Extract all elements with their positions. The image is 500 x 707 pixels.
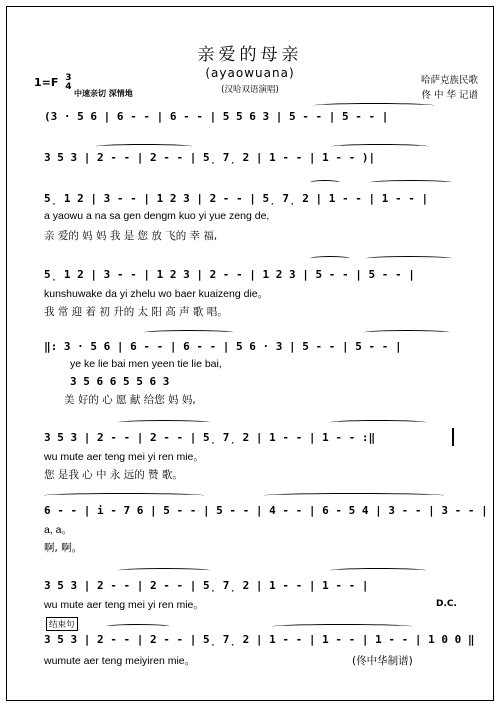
tie-mark — [330, 420, 426, 425]
score-row-9-notes: 3 5 3 | 2 - - | 2 - - | 5̣ 7̣ 2 | 1 - - | 1 - - | 1 - - | 1 0 0 ‖ — [44, 633, 475, 646]
score-row-8-lyric: wu mute aer teng mei yi ren mie。 — [44, 599, 204, 611]
score-row-3-chinese: 亲 爱的 妈 妈 我 是 您 放 飞的 幸 福, — [44, 230, 218, 242]
score-row-9-lyric: wumute aer teng meiyiren mie。 — [44, 655, 196, 667]
key-label: 1=F — [34, 76, 59, 89]
credit-origin: 哈萨克族民歌 — [420, 75, 478, 86]
score-row-6-chinese: 您 是我 心 中 永 远的 赞 歌。 — [44, 469, 183, 481]
key-signature — [34, 74, 72, 92]
tie-mark — [118, 568, 210, 573]
score-row-5-notes: ‖: 3 · 5 6 | 6 - - | 6 - - | 5 6 · 3 | 5 - - | 5 - - | — [44, 340, 402, 353]
tie-mark — [370, 180, 452, 185]
song-subtitle: (ayaowuana) — [205, 66, 295, 80]
score-row-4-notes: 5̣ 1 2 | 3 - - | 1 2 3 | 2 - - | 1 2 3 | 5 - - | 5 - - | — [44, 268, 415, 281]
tie-mark — [272, 624, 412, 629]
score-row-9-credit: (佟中华制谱) — [352, 655, 413, 667]
slur-mark — [264, 493, 444, 498]
score-row-7-notes: 6 - - | i - 7 6 | 5 - - | 5 - - | 4 - - | 6 - 5 4 | 3 - - | 3 - - | — [44, 504, 488, 517]
tie-mark — [118, 420, 210, 425]
final-barline — [452, 428, 454, 446]
credit-transcriber: 佟 中 华 记谱 — [421, 90, 478, 101]
tie-mark — [332, 144, 428, 149]
performance-note: (汉哈双语演唱) — [221, 85, 279, 95]
score-row-2-notes: 3 5 3 | 2 - - | 2 - - | 5̣ 7̣ 2 | 1 - - | 1 - - )| — [44, 151, 376, 164]
song-title: 亲爱的母亲 — [197, 45, 303, 65]
tie-mark — [364, 330, 450, 335]
slur-mark — [310, 256, 350, 261]
score-row-7-chinese: 啊, 啊。 — [44, 542, 83, 554]
tie-mark — [366, 256, 452, 261]
score-row-8-notes: 3 5 3 | 2 - - | 2 - - | 5̣ 7̣ 2 | 1 - - | 1 - - | — [44, 579, 369, 592]
time-signature — [65, 74, 71, 92]
score-row-5-alt-notes: 3 5 6 6 5 5 6 3 — [70, 375, 170, 388]
time-numerator: 3 — [65, 73, 72, 83]
score-row-3-notes: 5̣ 1 2 | 3 - - | 1 2 3 | 2 - - | 5̣ 7̣ 2 | 1 - - | 1 - - | — [44, 192, 429, 205]
tie-mark — [106, 624, 170, 629]
score-row-1-notes: (3 · 5 6 | 6 - - | 6 - - | 5 5 6 3 | 5 - - | 5 - - | — [44, 110, 389, 123]
score-row-7-lyric: a, a。 — [44, 524, 73, 536]
slur-mark — [310, 180, 340, 185]
slur-mark — [44, 493, 204, 498]
tie-mark — [314, 103, 434, 108]
tie-mark — [144, 330, 234, 335]
tie-mark — [96, 144, 192, 149]
score-row-6-notes: 3 5 3 | 2 - - | 2 - - | 5̣ 7̣ 2 | 1 - - | 1 - - :‖ — [44, 431, 376, 444]
tie-mark — [330, 568, 426, 573]
score-row-4-lyric: kunshuwake da yi zhelu wo baer kuaizeng die。 — [44, 288, 269, 300]
da-capo-mark: D.C. — [436, 599, 457, 609]
score-row-5-chinese: 美 好的 心 愿 献 给您 妈 妈, — [64, 394, 196, 406]
score-row-5-lyric: ye ke lie bai men yeen tie lie bai, — [70, 358, 222, 370]
ending-label: 结束句 — [46, 617, 78, 631]
score-row-4-chinese: 我 常 迎 着 初 升的 太 阳 高 声 歌 唱。 — [44, 306, 228, 318]
time-denominator: 4 — [65, 82, 72, 92]
tempo-marking: 中速亲切 深情地 — [74, 89, 133, 98]
score-row-3-lyric: a yaowu a na sa gen dengm kuo yi yue zeng de, — [44, 210, 270, 222]
score-row-6-lyric: wu mute aer teng mei yi ren mie。 — [44, 451, 204, 463]
